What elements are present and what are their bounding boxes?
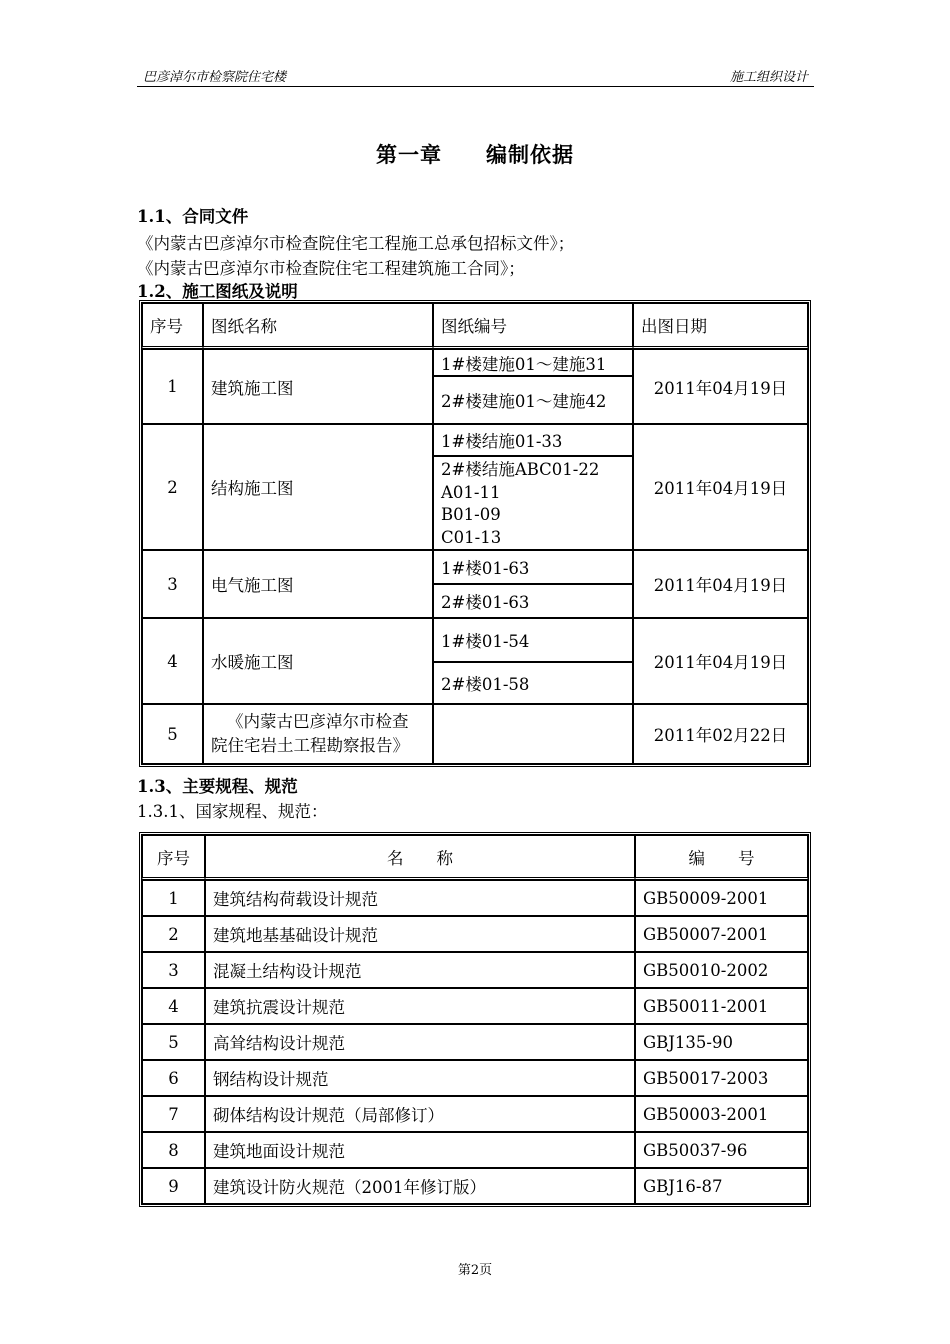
col-header-code: 图纸编号 [433,303,633,349]
row-no: 2 [142,424,203,550]
table-row [142,349,808,376]
row-name: 建筑设计防火规范（2001年修订版） [205,1168,635,1204]
row-code: 2#楼01-58 [433,662,633,704]
row-no: 9 [142,1168,205,1204]
col-header-code: 编 号 [635,835,808,880]
standards-table [139,832,811,1207]
header-rule [137,86,814,87]
row-name: 高耸结构设计规范 [205,1024,635,1060]
row-name: 建筑抗震设计规范 [205,988,635,1024]
row-name: 结构施工图 [203,424,433,550]
row-name: 建筑施工图 [203,349,433,424]
row-no: 8 [142,1132,205,1168]
row-name: 建筑结构荷载设计规范 [205,880,635,916]
row-no: 7 [142,1096,205,1132]
row-code: 2#楼结施ABC01-22 [441,460,600,479]
row-date: 2011年04月19日 [633,424,808,550]
table-row [142,424,808,456]
row-name-line: 《内蒙古巴彦淖尔市检查 [227,712,409,731]
chapter-number: 第一章 [376,142,442,167]
table-row [142,1168,808,1204]
col-header-no: 序号 [142,303,203,349]
row-date: 2011年04月19日 [633,349,808,424]
table-row [142,1132,808,1168]
row-code: C01-13 [441,527,502,547]
section-1-3-1-heading: 1.3.1、国家规程、规范： [137,802,328,821]
row-code-group [433,456,633,550]
row-name: 建筑地面设计规范 [205,1132,635,1168]
row-code: A01-11 [441,482,501,502]
contract-doc-2: 《内蒙古巴彦淖尔市检查院住宅工程建筑施工合同》； [137,259,525,278]
table-row [142,618,808,662]
row-name: 砌体结构设计规范（局部修订） [205,1096,635,1132]
row-code: GBJ135-90 [635,1024,808,1060]
chapter-name: 编制依据 [486,142,574,167]
row-date: 2011年04月19日 [633,550,808,618]
table-row [142,550,808,584]
row-name: 混凝土结构设计规范 [205,952,635,988]
row-no: 5 [142,704,203,764]
header-left: 巴彦淖尔市检察院住宅楼 [143,70,287,85]
page-number: 第2页 [457,1263,493,1278]
row-date: 2011年02月22日 [633,704,808,764]
table-row [142,1060,808,1096]
table-row [142,988,808,1024]
row-code: 2#楼建施01～建施42 [433,376,633,424]
table-row [142,1096,808,1132]
row-no: 3 [142,952,205,988]
table-row [142,1024,808,1060]
section-1-2-heading: 1.2、施工图纸及说明 [137,282,298,301]
row-name: 建筑地基基础设计规范 [205,916,635,952]
section-1-1-heading: 1.1、合同文件 [137,207,249,226]
chapter-title [0,139,950,169]
row-code: 2#楼01-63 [433,584,633,618]
row-name: 水暖施工图 [203,618,433,704]
row-no: 4 [142,988,205,1024]
row-no: 6 [142,1060,205,1096]
table-row [142,880,808,916]
row-code: GB50009-2001 [635,880,808,916]
row-code: GB50003-2001 [635,1096,808,1132]
row-code: GBJ16-87 [635,1168,808,1204]
row-name: 电气施工图 [203,550,433,618]
col-header-date: 出图日期 [633,303,808,349]
row-code: GB50007-2001 [635,916,808,952]
row-code: GB50037-96 [635,1132,808,1168]
row-code: GB50017-2003 [635,1060,808,1096]
row-code: 1#楼结施01-33 [433,424,633,456]
drawings-table [139,300,811,767]
table-row [142,704,808,764]
drawings-header-row [142,303,808,349]
row-name-line: 院住宅岩土工程勘察报告》 [211,736,409,755]
table-row [142,916,808,952]
contract-doc-1: 《内蒙古巴彦淖尔市检查院住宅工程施工总承包招标文件》； [137,234,575,253]
table-row [142,952,808,988]
row-code: 1#楼01-63 [433,550,633,584]
header-right: 施工组织设计 [729,70,808,85]
section-1-3-heading: 1.3、主要规程、规范 [137,777,298,796]
col-header-no: 序号 [142,835,205,880]
row-no: 3 [142,550,203,618]
row-date: 2011年04月19日 [633,618,808,704]
row-code: GB50010-2002 [635,952,808,988]
col-header-name: 图纸名称 [203,303,433,349]
row-no: 2 [142,916,205,952]
row-code: B01-09 [441,505,501,524]
standards-header-row [142,835,808,880]
row-no: 4 [142,618,203,704]
row-name [203,704,433,764]
row-code-empty [433,704,633,764]
row-no: 1 [142,880,205,916]
row-code: 1#楼01-54 [433,618,633,662]
row-no: 5 [142,1024,205,1060]
col-header-name: 名 称 [205,835,635,880]
row-no: 1 [142,349,203,424]
row-name: 钢结构设计规范 [205,1060,635,1096]
row-code: GB50011-2001 [635,988,808,1024]
row-code: 1#楼建施01～建施31 [433,349,633,376]
